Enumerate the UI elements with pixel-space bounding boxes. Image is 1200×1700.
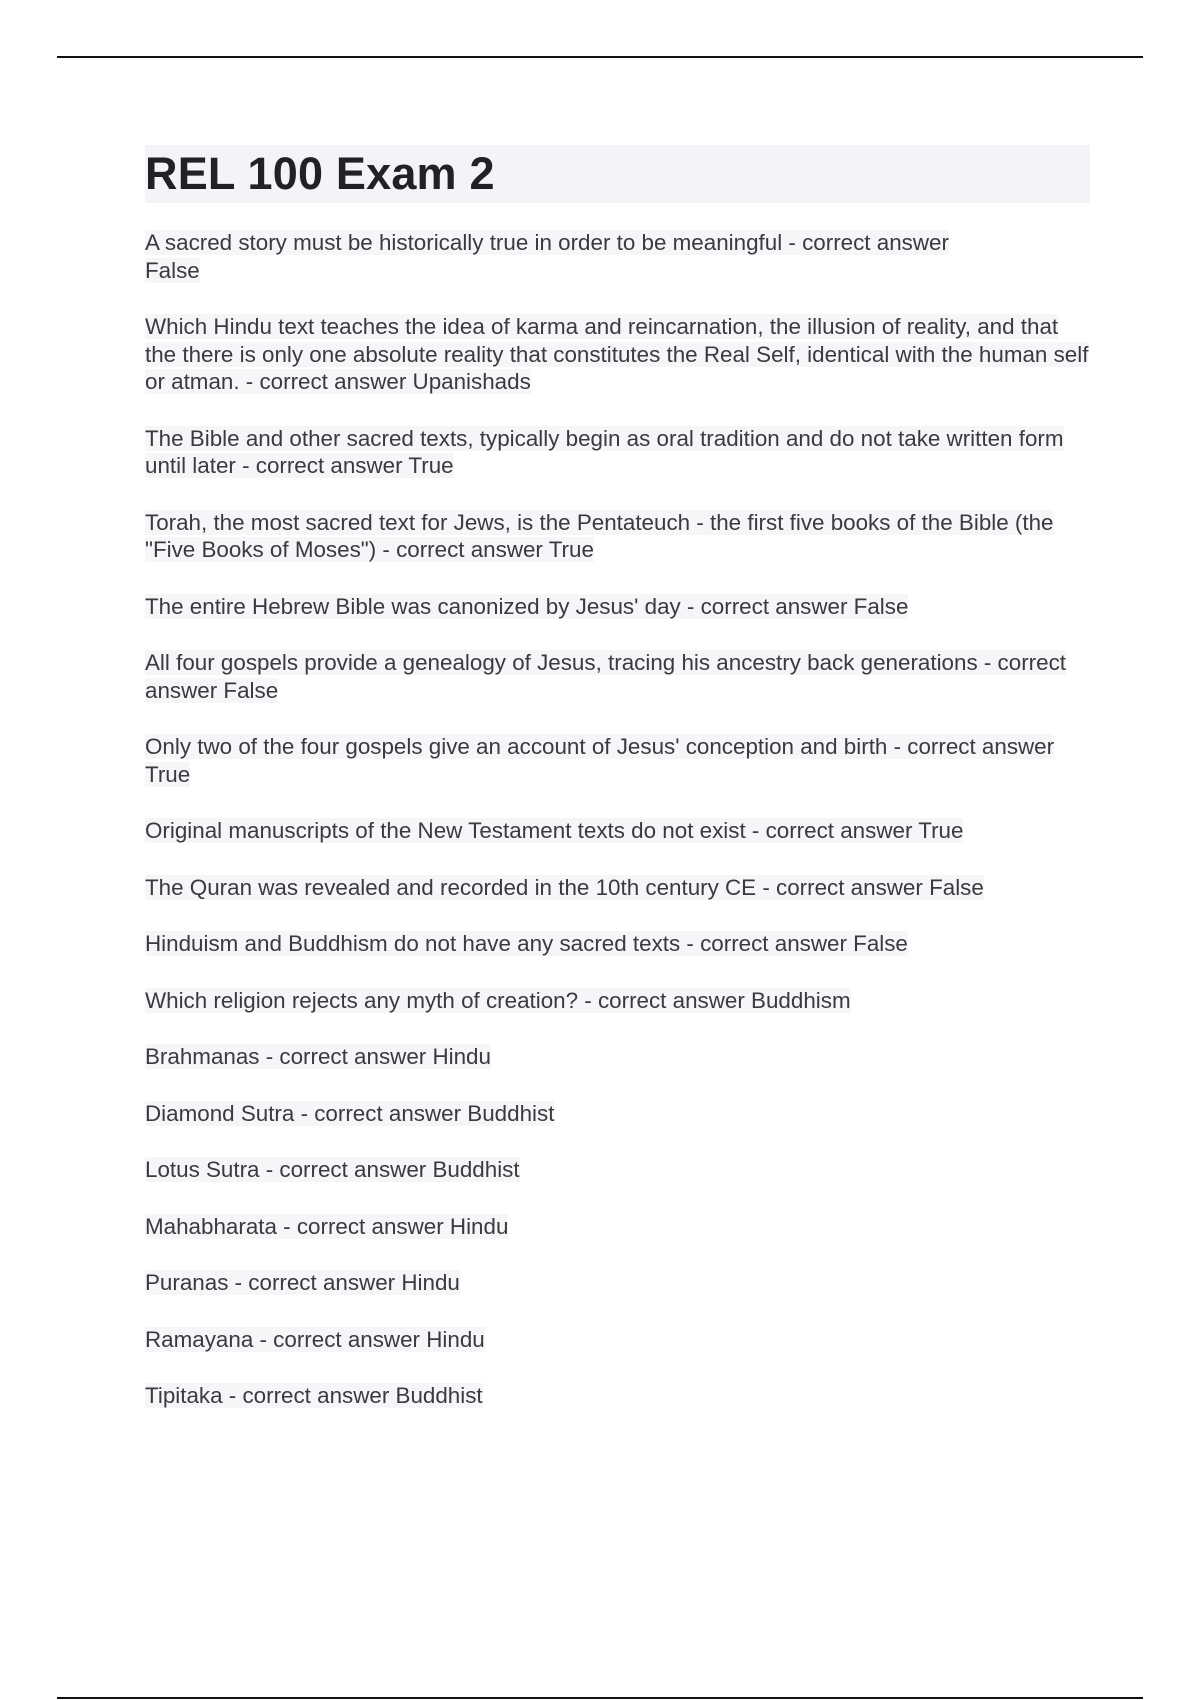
title-box [145,145,1090,203]
qa-item [145,229,1090,284]
page-title: REL 100 Exam 2 [145,148,495,199]
qa-item [145,1326,1090,1354]
qa-item [145,1043,1090,1071]
document-body [145,145,1090,1439]
qa-text: Which Hindu text teaches the idea of karma and reincarnation, the illusion of reality, and that the there is only one absolute reality that constitutes the Real Self, identical with the human self or atman. - correct answer Upanishads [145,314,1089,394]
top-rule [57,56,1143,58]
qa-item [145,425,1090,480]
qa-text: Only two of the four gospels give an account of Jesus' conception and birth - correct answer True [145,734,1055,787]
qa-item [145,930,1090,958]
qa-text: Puranas - correct answer Hindu [145,1270,460,1295]
qa-item [145,649,1090,704]
qa-text: Tipitaka - correct answer Buddhist [145,1383,483,1408]
qa-text: Mahabharata - correct answer Hindu [145,1213,509,1239]
qa-text: Torah, the most sacred text for Jews, is the Pentateuch - the first five books of the Bible (the "Five Books of Moses") - correct answer True [145,509,1054,562]
qa-list [145,229,1090,1410]
qa-text: The entire Hebrew Bible was canonized by Jesus' day - correct answer False [145,593,909,619]
bottom-rule [57,1697,1143,1699]
qa-text: All four gospels provide a genealogy of Jesus, tracing his ancestry back generations - correct answer False [145,650,1066,703]
qa-text: A sacred story must be historically true in order to be meaningful - correct answer False [145,230,949,283]
qa-item [145,1100,1090,1128]
qa-text: Ramayana - correct answer Hindu [145,1326,485,1352]
qa-item [145,817,1090,845]
qa-item [145,733,1090,788]
qa-text: Brahmanas - correct answer Hindu [145,1044,491,1069]
qa-text: Lotus Sutra - correct answer Buddhist [145,1157,520,1182]
qa-item [145,987,1090,1015]
qa-text: The Bible and other sacred texts, typically begin as oral tradition and do not take written form until later - correct answer True [145,425,1064,478]
qa-item [145,874,1090,902]
qa-text: The Quran was revealed and recorded in the 10th century CE - correct answer False [145,874,984,900]
qa-item [145,1382,1090,1410]
qa-item [145,1156,1090,1184]
qa-item [145,1213,1090,1241]
qa-item [145,509,1090,564]
qa-text: Hinduism and Buddhism do not have any sacred texts - correct answer False [145,931,908,956]
qa-text: Which religion rejects any myth of creation? - correct answer Buddhism [145,987,851,1013]
qa-item [145,1269,1090,1297]
qa-text: Diamond Sutra - correct answer Buddhist [145,1100,555,1126]
qa-item [145,313,1090,396]
qa-item [145,593,1090,621]
qa-text: Original manuscripts of the New Testament texts do not exist - correct answer True [145,818,964,843]
